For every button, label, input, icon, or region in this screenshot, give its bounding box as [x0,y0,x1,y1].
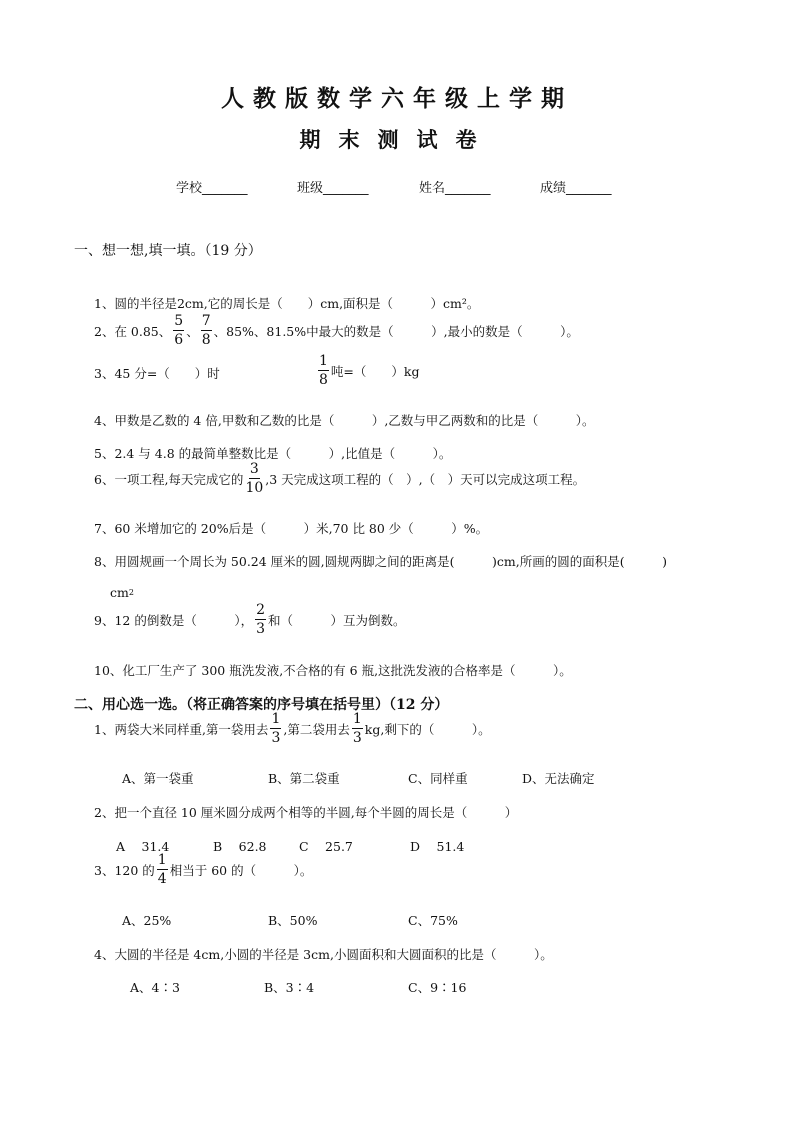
s1-question-3b: $\frac{1}{8}$ 吨=（ ）kg [319,353,420,388]
s2-q3-option-b[interactable]: B、50% [268,913,318,928]
s2-question-2: 2、把一个直径 10 厘米圆分成两个相等的半圆,每个半圆的周长是（ ） [94,805,518,820]
fraction-2-3: $\frac{2}{3}$ [256,602,266,637]
s2-question-4: 4、大圆的半径是 4cm,小圆的半径是 3cm,小圆面积和大圆面积的比是（ ）。 [94,947,553,962]
s1-question-6: 6、一项工程,每天完成它的 $\frac{3}{10}$ ,3 天完成这项工程的（ ）,（ ）天可以完成这项工程。 [94,461,586,496]
s2-question-3: 3、120 的 $\frac{1}{4}$ 相当于 60 的（ ）。 [94,852,313,887]
fraction-1-8: $\frac{1}{8}$ [319,353,328,388]
s2-q4-option-a[interactable]: A、4∶3 [130,980,180,995]
class-field[interactable]: 班级_______ [297,181,369,196]
s2-q4-option-b[interactable]: B、3∶4 [264,980,315,995]
name-field[interactable]: 姓名_______ [419,181,491,196]
s2-q3-option-c[interactable]: C、75% [408,913,458,928]
s2-q2-option-c[interactable]: C 25.7 [299,839,353,854]
fraction-5-6: $\frac{5}{6}$ [174,313,184,348]
s1-question-10: 10、化工厂生产了 300 瓶洗发液,不合格的有 6 瓶,这批洗发液的合格率是（ ）。 [94,663,572,678]
s1-question-2: 2、在 0.85、 $\frac{5}{6}$ 、 $\frac{7}{8}$ 、85%、81.5%中最大的数是（ ）,最小的数是（ ）。 [94,313,579,348]
fraction-7-8: $\frac{7}{8}$ [201,313,211,348]
s2-q1-option-b[interactable]: B、第二袋重 [268,771,340,786]
s2-q2-option-b[interactable]: B 62.8 [213,839,267,854]
q2-suffix: 、85%、81.5%中最大的数是（ ）,最小的数是（ ）。 [213,323,579,339]
q2-prefix: 2、在 0.85、 [94,323,172,339]
s1-question-8-unit: cm 2 [110,585,134,600]
s1-question-5: 5、2.4 与 4.8 的最简单整数比是（ ）,比值是（ ）。 [94,446,452,461]
section2-heading: 二、用心选一选。（将正确答案的序号填在括号里）（12 分） [74,697,449,713]
s1-question-7: 7、60 米增加它的 20%后是（ ）米,70 比 80 少（ ）%。 [94,521,489,536]
exam-subtitle: 期末测试卷 [299,127,495,152]
fraction-1-3-b: $\frac{1}{3}$ [352,711,362,746]
fraction-1-3-a: $\frac{1}{3}$ [271,711,281,746]
s2-q4-option-c[interactable]: C、9∶16 [408,980,467,995]
s2-q2-option-d[interactable]: D 51.4 [410,839,465,854]
s2-question-1: 1、两袋大米同样重,第一袋用去 $\frac{1}{3}$ ,第二袋用去 $\frac{1}{3}$ kg,剩下的（ ）。 [94,711,491,746]
s1-question-3a: 3、45 分=（ ）时 [94,366,220,381]
s2-q1-option-a[interactable]: A、第一袋重 [122,771,194,786]
s2-q2-option-a[interactable]: A 31.4 [116,839,170,854]
s1-question-9: 9、12 的倒数是（ ）， $\frac{2}{3}$ 和（ ）互为倒数。 [94,602,406,637]
s2-q1-option-d[interactable]: D、无法确定 [522,771,595,786]
fraction-1-4: $\frac{1}{4}$ [157,852,167,887]
s1-question-1: 1、圆的半径是2cm,它的周长是（ ）cm,面积是（ ）cm²。 [94,296,480,311]
fraction-3-10: $\frac{3}{10}$ [245,461,264,496]
s1-question-4: 4、甲数是乙数的 4 倍,甲数和乙数的比是（ ）,乙数与甲乙两数和的比是（ ）。 [94,413,595,428]
exam-title: 人教版数学六年级上学期 [221,85,573,112]
s2-q3-option-a[interactable]: A、25% [122,913,172,928]
score-field[interactable]: 成绩_______ [540,181,612,196]
s1-question-8: 8、用圆规画一个周长为 50.24 厘米的圆,圆规两脚之间的距离是( )cm,所画的圆的面积是( ) [94,554,667,569]
section1-heading: 一、想一想,填一填。（19 分） [74,243,262,259]
s2-q1-option-c[interactable]: C、同样重 [408,771,468,786]
school-field[interactable]: 学校_______ [176,181,248,196]
